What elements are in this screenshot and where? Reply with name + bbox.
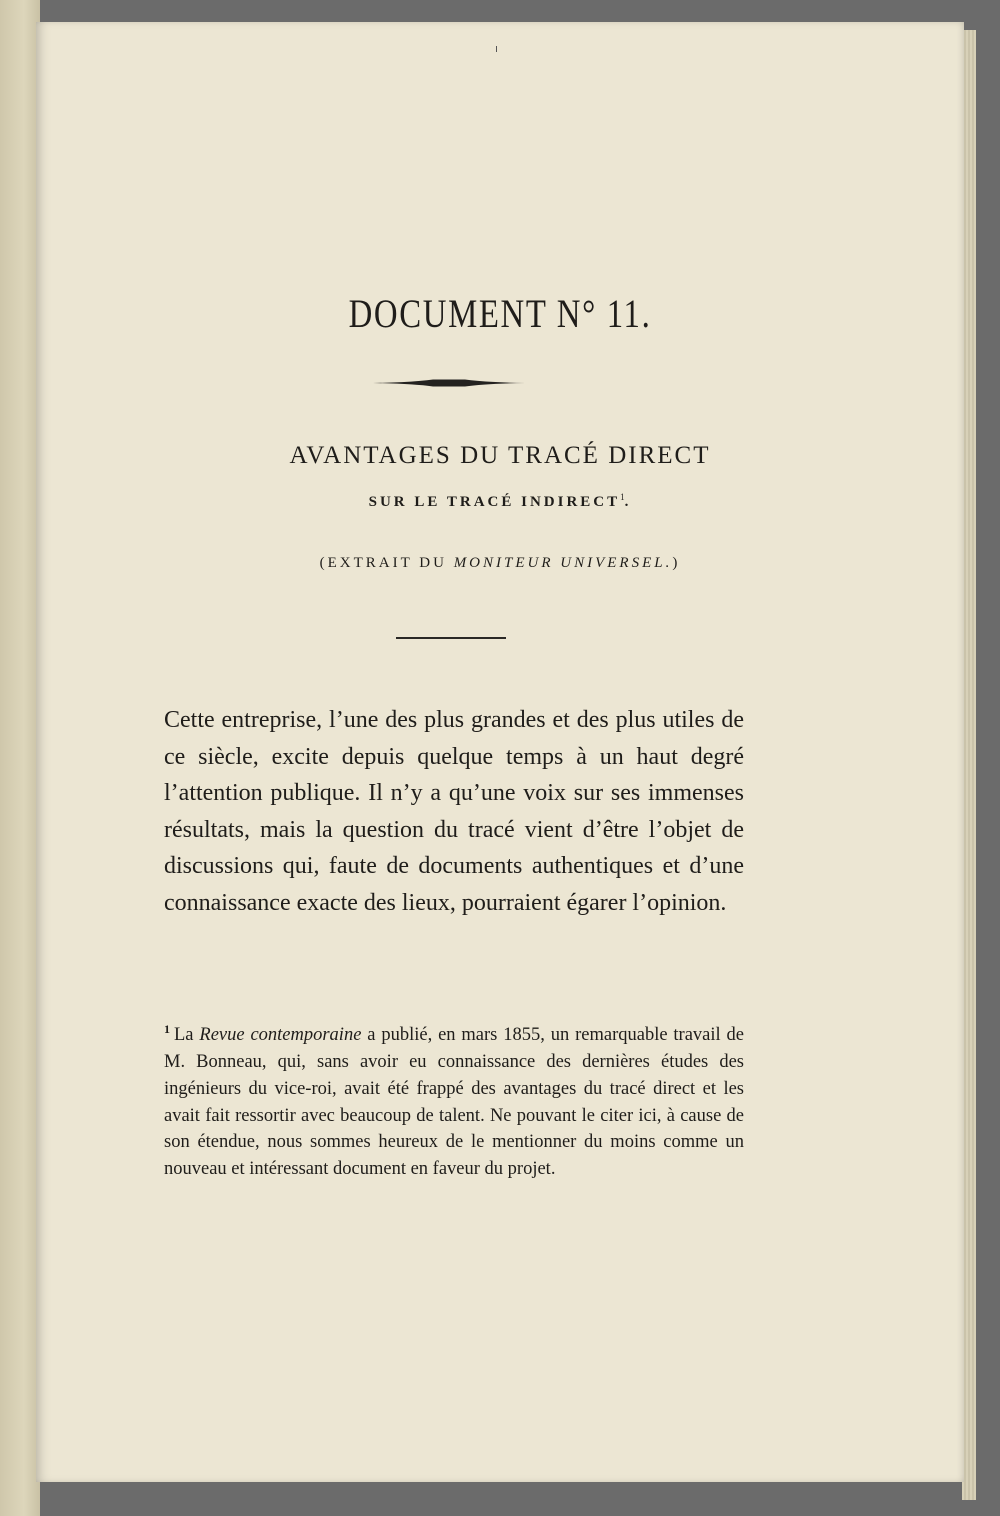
title-ornament-rule <box>373 378 525 388</box>
source-line <box>36 555 964 572</box>
document-title: DOCUMENT N° 11. <box>348 291 652 336</box>
footnote-reference: 1 <box>620 492 625 502</box>
body-paragraph: Cette entreprise, l’une des plus grandes et des plus utiles de ce siècle, excite depuis quelque temps à un haut degré l’attention publique. Il n’y a qu’une voix sur ses immenses résultats, mais la question du tracé vient d’être l’objet de discussions qui, faute de documents authentiques et d’une connaissance exacte des lieux, pourraient égarer l’opinion. <box>164 707 744 916</box>
section-heading: AVANTAGES DU TRACÉ DIRECT <box>289 442 711 469</box>
print-mark <box>496 46 497 52</box>
section-subheading: SUR LE TRACÉ INDIRECT$^1$. <box>368 492 632 510</box>
footnote-journal-title: Revue contemporaine <box>199 1025 362 1046</box>
subheading-text: SUR LE TRACÉ INDIRECT <box>368 494 621 510</box>
page <box>36 22 964 1482</box>
source-title: MONITEUR UNIVERSEL. <box>453 555 673 571</box>
previous-page-edge <box>0 0 40 1516</box>
section-rule <box>396 637 506 639</box>
footnote-text: a publié, en mars 1855, un remarquable travail de M. Bonneau, qui, sans avoir eu connaissance des dernières études des ingénieurs du vice-roi, avait été frappé des avantages du tracé direct et les avait fait ressortir avec beaucoup de talent. Ne pouvant le citer ici, à cause de son étendue, nous sommes heureux de le mentionner du moins comme un nouveau et intéressant document en faveur du projet. <box>164 1025 744 1180</box>
footnote-mark: 1 <box>164 1022 170 1036</box>
page-stack-edge <box>962 30 976 1500</box>
footnote <box>164 1016 744 1183</box>
footnote-prefix: La <box>174 1025 200 1046</box>
source-suffix: ) <box>672 555 681 571</box>
source-prefix: (EXTRAIT DU <box>319 555 454 571</box>
